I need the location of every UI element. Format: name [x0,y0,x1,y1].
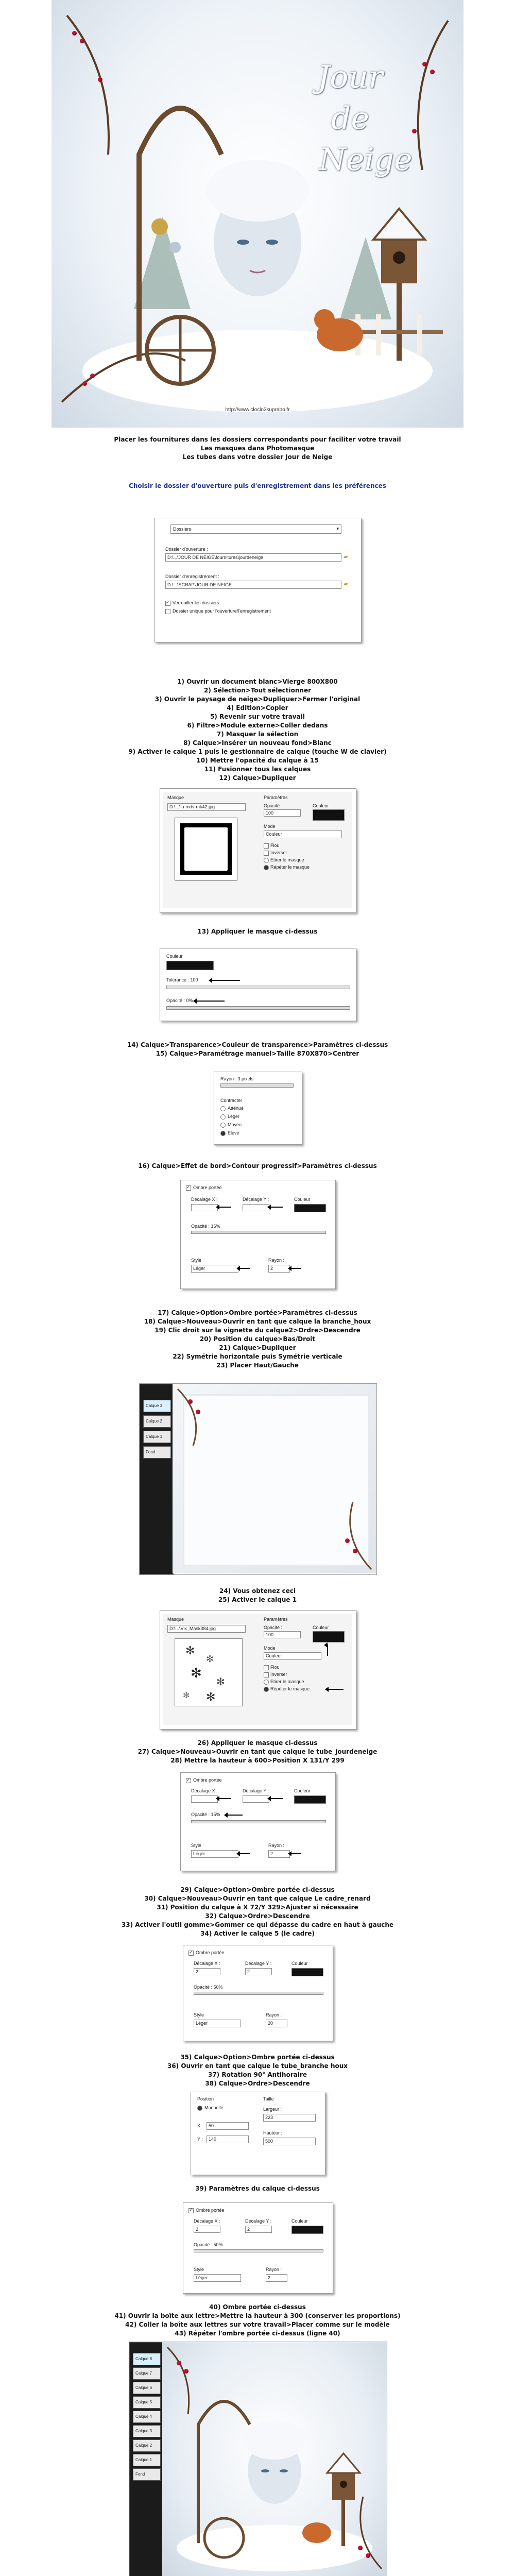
svg-text:✻: ✻ [191,1665,202,1681]
shadow-title: Ombre portée [196,1950,225,1955]
transparency-color-swatch[interactable] [166,961,214,970]
repeat-radio[interactable] [264,1687,269,1692]
style-value: Léger [196,2275,208,2280]
outline-panel [214,1072,302,1145]
intro-line: Les masques dans Photomasque [200,445,315,452]
opacity-slider[interactable] [191,1231,326,1234]
step-line: 12) Calque>Dupliquer [219,774,296,782]
radius-label: Rayon : [268,1843,285,1848]
opacity-label: Opacité : [264,1625,283,1630]
check-icon: ✓ [189,1950,193,1955]
choose-folder-note: Choisir le dossier d'ouverture puis d'enregistrement dans les préférences [129,482,386,489]
blur-checkbox[interactable] [264,1665,269,1670]
mode-value: Couleur [266,1653,282,1658]
style-label: Style [191,1258,202,1263]
shadow-enable-checkbox[interactable] [186,1185,191,1191]
step-line: 27) Calque>Nouveau>Ouvrir en tant que calque le tube_jourdeneige [138,1748,377,1755]
step-line: 28) Mettre la hauteur à 600>Position X 131/Y 299 [170,1757,345,1764]
opacity-input[interactable] [264,809,301,817]
arrow-left-icon [239,1268,250,1269]
canvas-preview [173,1384,376,1573]
arrow-left-icon [270,1207,283,1208]
steps-29-34 [0,1886,515,1938]
repeat-radio[interactable] [264,865,269,870]
svg-text:✻: ✻ [206,1654,214,1664]
layer-item[interactable] [143,1400,171,1412]
check-icon: ✓ [166,600,170,605]
shadow-panel-1 [180,1180,336,1289]
layer-label: Calque 4 [135,2414,152,2419]
banner-title-word2: de [331,100,369,137]
offset-y-input[interactable] [245,1968,272,1975]
arrow-left-icon [270,1798,283,1799]
layer-item[interactable] [133,2367,161,2380]
layers-panel [140,1384,174,1574]
blur-label: Flou [270,843,280,848]
option-radio[interactable] [220,1131,226,1136]
intro-line: Placer les fournitures dans les dossiers correspondants pour faciliter votre travail [114,436,401,443]
mask-file-select[interactable] [167,1625,246,1633]
radius-value: 20 [268,2021,273,2026]
shadow-enable-checkbox[interactable] [188,1951,194,1956]
invert-checkbox[interactable] [264,851,269,856]
intro-line: Les tubes dans votre dossier Jour de Neige [182,453,333,461]
radius-label: Rayon : 3 pixels [220,1076,254,1081]
blur-checkbox[interactable] [264,843,269,849]
mode-label: Mode [264,1646,276,1651]
folder-browse-icon[interactable]: ▰ [344,554,348,560]
check-icon: ✓ [186,1184,191,1190]
step-16: 16) Calque>Effet de bord>Contour progressif>Paramètres ci-dessus [138,1162,377,1170]
open-folder-label: Dossier d'ouverture : [165,547,208,552]
step-line: 40) Ombre portée ci-dessus [209,2303,306,2311]
offset-x-input[interactable] [191,1795,218,1803]
opacity-label: Opacité : 50% [194,1985,223,1990]
preferences-dialog [154,518,362,642]
style-value: Léger [193,1266,205,1271]
arrow-left-icon [328,1689,344,1690]
radius-input[interactable] [220,1083,294,1088]
layer-label: Fond [135,2472,145,2477]
step-line: 2) Sélection>Tout sélectionner [203,687,312,694]
radius-label: Rayon : [266,2012,282,2018]
y-value: 140 [209,2137,217,2142]
offset-y-label: Décalage Y : [245,1961,272,1966]
layer-label: Calque 3 [135,2429,152,2433]
steps-40-43 [0,2303,515,2338]
folder-browse-icon[interactable]: ▰ [344,581,348,587]
radius-input[interactable] [268,1850,290,1858]
shadow-panel-4 [183,2202,333,2294]
color-label: Couleur [294,1197,311,1202]
layer-label: Calque 5 [135,2400,152,2404]
step-line: 34) Activer le calque 5 (le cadre) [200,1930,315,1937]
step-line: 4) Edition>Copier [227,704,288,711]
mask-section-label: Masque [167,795,184,800]
style-select[interactable] [194,2274,241,2282]
layer-item[interactable] [133,2382,161,2394]
step-line: 24) Vous obtenez ceci [219,1587,296,1595]
step-line: 9) Activer le calque 1 puis le gestionnaire de calque (touche W de clavier) [128,748,387,755]
offset-x-label: Décalage X : [191,1197,218,1202]
stage-artwork [162,2342,387,2576]
mask-file-select[interactable] [167,803,246,811]
blur-label: Flou [270,1665,280,1670]
step-line: 41) Ouvrir la boîte aux lettre>Mettre la hauteur à 300 (conserver les proportions) [114,2312,401,2319]
style-select[interactable] [191,1265,238,1273]
svg-text:✻: ✻ [183,1691,190,1700]
step-line: 14) Calque>Transparence>Couleur de transparence>Paramètres ci-dessus [127,1041,388,1048]
mask-color-swatch[interactable] [313,1631,345,1642]
x-value: 50 [209,2123,214,2128]
radius-input[interactable] [268,1265,290,1273]
style-label: Style [191,1843,202,1848]
single-folder-label: Dossier unique pour l'ouverture/l'enregistrement [173,608,271,614]
open-folder-value: D:\...\JOUR DE NEIGE\fournitures\jourdeneige [167,555,264,560]
option-radio[interactable] [220,1123,226,1128]
width-value: 223 [265,2115,273,2120]
folder-type-value: Dossiers [173,527,192,532]
intro [0,435,515,462]
opacity-slider[interactable] [166,1006,350,1010]
open-folder-field[interactable] [165,553,341,562]
mode-value: Couleur [266,832,282,837]
step-13: 13) Appliquer le masque ci-dessus [197,928,318,935]
params-label: Paramètres [264,1617,288,1622]
steps-17-23 [0,1309,515,1370]
option-label: Moyen [228,1122,242,1127]
opacity-value: 100 [266,810,274,816]
mask-color-swatch[interactable] [313,809,345,821]
radius-input[interactable] [266,2020,287,2027]
arrow-left-icon [219,1798,231,1799]
color-label: Couleur [166,954,183,959]
step-line: 21) Calque>Dupliquer [219,1344,296,1351]
mask-panel-2 [160,1610,356,1730]
lock-folders-label: Verrouiller les dossiers [173,600,219,605]
arrow-left-icon [219,1207,231,1208]
arrow-left-icon [291,1268,301,1269]
mask-file-value: D:\...\Vix_Mask384.jpg [169,1626,216,1631]
option-label: Léger [228,1114,240,1119]
opacity-label: Opacité : [264,803,283,808]
layer-label: Calque 7 [135,2371,152,2376]
mode-label: Mode [264,824,276,829]
radius-label: Rayon : [268,1258,285,1263]
banner-title-word1: Jour [317,59,383,95]
step-line: 29) Calque>Option>Ombre portée ci-dessus [180,1886,335,1893]
offset-y-value: 2 [247,1969,250,1974]
banner-title-word3: Neige [319,142,413,178]
style-label: Style [194,2267,204,2272]
option-radio[interactable] [220,1114,226,1120]
opacity-label: Opacité : 0% [166,998,193,1003]
step-line: 1) Ouvrir un document blanc>Vierge 800X800 [177,678,338,685]
step-line: 7) Masquer la sélection [216,731,299,738]
position-panel [191,2092,325,2175]
opacity-input[interactable] [264,1631,301,1638]
shadow-enable-checkbox[interactable] [188,2208,194,2213]
offset-y-input[interactable] [245,2226,272,2233]
opacity-slider[interactable] [194,1992,323,1995]
step-line: 31) Position du calque à X 72/Y 329>Ajuster si nécessaire [157,1904,358,1911]
arrow-left-icon [196,1001,225,1002]
shadow-panel-3 [183,1945,333,2041]
stretch-radio[interactable] [264,858,269,863]
step-line: 11) Fusionner tous les calques [204,766,311,773]
y-label: Y : [197,2137,203,2142]
step-line: 26) Appliquer le masque ci-dessus [197,1739,318,1747]
svg-text:✻: ✻ [185,1644,195,1657]
layer-item[interactable] [143,1415,171,1428]
style-value: Léger [193,1851,205,1856]
shadow-title: Ombre portée [193,1777,222,1783]
stretch-label: Etirer le masque [270,857,304,862]
offset-y-label: Décalage Y : [243,1197,269,1202]
radius-value: 2 [268,2275,271,2280]
offset-y-label: Décalage Y : [243,1788,269,1793]
arrow-left-icon [227,1815,243,1816]
step-line: 15) Calque>Paramétrage manuel>Taille 870X870>Centrer [156,1050,359,1057]
step-line: 5) Revenir sur votre travail [210,713,305,720]
size-label: Taille [263,2096,274,2102]
shadow-title: Ombre portée [193,1185,222,1190]
option-label: Atténué [228,1106,244,1111]
offset-x-input[interactable] [194,1968,220,1975]
step-line: 43) Répéter l'ombre portée ci-dessus (ligne 40) [175,2330,340,2337]
layer-item[interactable] [133,2454,161,2466]
mask-preview [175,818,237,880]
repeat-label: Répéter le masque [270,1686,310,1691]
offset-x-value: 2 [196,2227,199,2232]
shadow-title: Ombre portée [196,2208,225,2213]
radius-value: 2 [270,1851,273,1856]
tolerance-slider[interactable] [166,986,350,989]
layer-label: Calque 8 [135,2357,152,2361]
step-line: 25) Activer le calque 1 [218,1596,297,1603]
result-preview-2 [129,2342,387,2576]
tolerance-label: Tolérance : 100 [166,977,198,982]
layer-item[interactable] [143,1446,171,1459]
width-input[interactable] [263,2114,316,2122]
step-line: 38) Calque>Ordre>Descendre [205,2080,310,2087]
mask-file-value: D:\...\la-mdv-mk42.jpg [169,804,215,809]
chevron-down-icon: ▾ [336,526,339,531]
save-folder-value: D:\...\SCRAP\JOUR DE NEIGE [167,582,232,587]
offset-y-input[interactable] [243,1795,269,1803]
opacity-label: Opacité : 50% [194,2242,223,2247]
mode-select[interactable] [264,1652,321,1660]
offset-x-input[interactable] [191,1204,218,1211]
transparency-panel [160,948,356,1021]
height-label: Hauteur : [263,2130,283,2136]
svg-text:✻: ✻ [206,1690,216,1703]
offset-y-value: 2 [247,2227,250,2232]
shadow-color-swatch[interactable] [294,1204,326,1212]
check-icon: ✓ [189,2207,193,2212]
canvas-preview [162,2342,387,2576]
color-label: Couleur [291,2218,308,2224]
shadow-color-swatch[interactable] [294,1795,326,1804]
save-folder-field[interactable] [165,581,341,589]
manual-label: Manuelle [204,2105,224,2110]
layer-item[interactable] [133,2439,161,2452]
color-label: Couleur [313,803,329,808]
step-line: 18) Calque>Nouveau>Ouvrir en tant que calque la branche_houx [144,1318,371,1325]
step-line: 20) Position du calque>Bas/Droit [199,1335,316,1343]
layer-label: Fond [146,1450,156,1454]
y-input[interactable] [207,2136,249,2143]
params-label: Paramètres [264,795,288,800]
banner-title [273,57,427,180]
step-line: 33) Activer l'outil gomme>Gommer ce qui dépasse du cadre en haut à gauche [121,1921,394,1928]
steps-14-15 [0,1041,515,1058]
height-value: 500 [265,2139,273,2144]
radius-input[interactable] [266,2274,287,2282]
x-label: X : [197,2123,203,2128]
opacity-label: Opacité : 15% [191,1812,220,1817]
color-label: Couleur [294,1788,311,1793]
single-folder-checkbox[interactable] [165,609,170,614]
layer-item[interactable] [133,2468,161,2481]
save-folder-label: Dossier d'enregistrement : [165,574,219,579]
layer-label: Calque 1 [135,2458,152,2462]
layer-item[interactable] [143,1431,171,1443]
svg-text:✻: ✻ [216,1676,225,1688]
step-line: 35) Calque>Option>Ombre portée ci-dessus [180,2054,335,2061]
holly-branch [173,1384,376,1573]
height-input[interactable] [263,2138,316,2145]
invert-label: Inverser [270,850,287,855]
invert-checkbox[interactable] [264,1672,269,1677]
steps-26-28 [0,1739,515,1765]
mode-select[interactable] [264,831,342,838]
opacity-label: Opacité : 16% [191,1224,220,1229]
opacity-slider[interactable] [191,1820,326,1823]
steps-35-38 [0,2053,515,2088]
steps-1-12 [0,677,515,783]
option-radio[interactable] [220,1106,226,1111]
mask-preview [175,1638,243,1706]
radius-label: Rayon : [266,2267,282,2272]
result-preview-1 [139,1383,377,1575]
offset-x-input[interactable] [194,2226,220,2233]
layer-label: Calque 2 [146,1419,163,1423]
mask-panel-1 [160,788,356,913]
opacity-value: 100 [266,1632,274,1637]
lock-folders-checkbox[interactable] [165,601,170,606]
layer-label: Calque 6 [135,2385,152,2390]
snowflake-pattern [175,1639,242,1706]
step-line: 6) Filtre>Module externe>Coller dedans [187,722,328,729]
shadow-enable-checkbox[interactable] [186,1778,191,1783]
mask-section-label: Masque [167,1617,184,1622]
offset-x-label: Décalage X : [194,2218,220,2224]
width-label: Largeur : [263,2107,282,2112]
arrow-left-icon [212,980,240,981]
offset-y-label: Décalage Y : [245,2218,272,2224]
contour-label: Contracter [220,1098,243,1103]
stretch-label: Etirer le masque [270,1679,304,1684]
layer-label: Calque 3 [146,1403,163,1408]
layer-label: Calque 1 [146,1434,163,1439]
manual-radio[interactable] [197,2106,202,2111]
color-label: Couleur [313,1625,329,1630]
step-line: 36) Ouvrir en tant que calque le tube_branche houx [167,2062,348,2070]
step-line: 23) Placer Haut/Gauche [216,1362,299,1369]
stretch-radio[interactable] [264,1680,269,1685]
step-line: 32) Calque>Ordre>Descendre [205,1912,310,1920]
step-line: 17) Calque>Option>Ombre portée>Paramètres ci-dessus [158,1309,357,1316]
offset-x-label: Décalage X : [194,1961,220,1966]
step-line: 19) Clic droit sur la vignette du calque2>Ordre>Descendre [154,1327,360,1334]
shadow-color-swatch[interactable] [291,1968,323,1976]
style-value: Léger [196,2021,208,2026]
layer-item[interactable] [133,2396,161,2409]
step-line: 8) Calque>Insérer un nouveau fond>Blanc [183,739,332,747]
offset-x-value: 2 [196,1969,199,1974]
option-label: Elevé [228,1130,239,1136]
step-line: 37) Rotation 90° Antihoraire [208,2071,307,2078]
banner [52,0,464,428]
x-input[interactable] [207,2122,249,2130]
style-select[interactable] [194,2020,241,2027]
layer-item[interactable] [133,2353,161,2365]
shadow-panel-2 [180,1772,336,1871]
step-39: 39) Paramètres du calque ci-dessus [195,2185,320,2192]
repeat-label: Répéter le masque [270,865,310,870]
layer-item[interactable] [133,2411,161,2423]
check-icon: ✓ [186,1777,191,1782]
step-line: 22) Symétrie horizontale puis Symétrie verticale [173,1353,342,1360]
folder-type-dropdown[interactable] [170,524,341,534]
style-select[interactable] [191,1850,238,1858]
layers-panel [129,2342,163,2576]
arrow-left-icon [291,1853,301,1854]
layer-item[interactable] [133,2425,161,2437]
banner-watermark: http://www.cloclo3suprabo.fr [225,407,290,413]
layer-label: Calque 2 [135,2443,152,2448]
offset-y-input[interactable] [243,1204,269,1211]
step-line: 42) Coller la boîte aux lettres sur votre travail>Placer comme sur le modèle [125,2321,390,2328]
arrow-left-icon [239,1853,250,1854]
step-line: 10) Mettre l'opacité du calque à 15 [196,757,319,764]
arrow-up-icon [327,1645,328,1656]
shadow-color-swatch[interactable] [291,2226,323,2234]
opacity-slider[interactable] [194,2249,323,2252]
steps-24-25 [0,1587,515,1604]
offset-x-label: Décalage X : [191,1788,218,1793]
step-line: 30) Calque>Nouveau>Ouvrir en tant que calque Le cadre_renard [144,1895,371,1902]
position-label: Position [197,2096,214,2102]
step-line: 3) Ouvrir le paysage de neige>Dupliquer>Fermer l'original [154,696,360,703]
invert-label: Inverser [270,1672,287,1677]
color-label: Couleur [291,1961,308,1966]
radius-value: 2 [270,1266,273,1271]
style-label: Style [194,2012,204,2018]
